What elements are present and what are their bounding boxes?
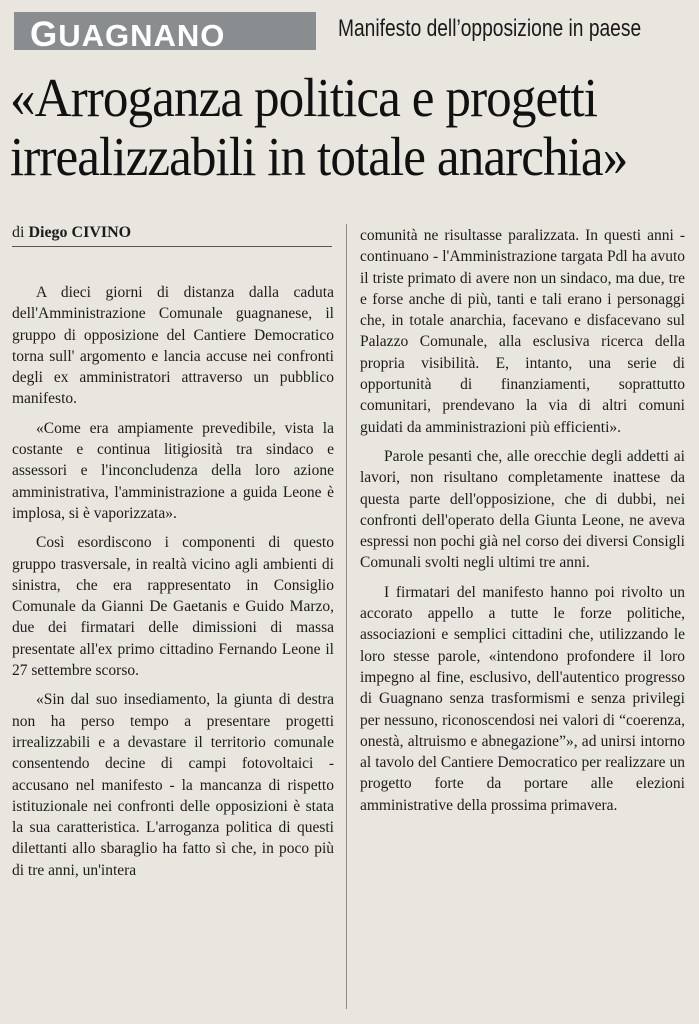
- section-header: [8, 8, 691, 52]
- headline: [10, 68, 652, 186]
- byline-prefix: di: [12, 224, 25, 241]
- paragraph: comunità ne risultasse paralizzata. In questi anni - continuano - l'Amministrazione targata Pdl ha avuto il triste primato di avere non un sindaco, ma due, tre e forse anche di più, tanti e tali erano i personaggi che, in totale anarchia, facevano e disfacevano sul Palazzo Comunale, alla esclusiva ricerca della propria visibilità. E, intanto, una serie di opportunità di finanziamenti, soprattutto comunitari, prendevano la via di altri comuni guidati da amministrazioni più efficienti».: [360, 227, 685, 436]
- paragraph: «Come era ampiamente prevedibile, vista la costante e continua litigiosità tra sindaco e assessori e l'inconcludenza della loro azione amministrativa, l'amministrazione a guida Leone è implosa, si è vaporizzata».: [12, 419, 334, 522]
- location-kicker-initial: G: [30, 15, 59, 54]
- article-column-right: [360, 225, 685, 824]
- paragraph: I firmatari del manifesto hanno poi rivolto un accorato appello a tutte le forze politiche, associazioni e semplici cittadini che, utilizzando le loro stesse parole, «intendono profondere il loro impegno al fine, esclusivo, dell'autentico progresso di Guagnano senza trasformismi e senza privilegi per nessuno, riconoscendosi nei valori di “coerenza, onestà, altruismo e abnegazione”», ad unirsi intorno al tavolo del Cantiere Democratico per realizzare un progetto forte da portare alle elezioni amministrative della prossima primavera.: [360, 583, 685, 814]
- location-kicker: [30, 15, 226, 54]
- byline-author: Diego CIVINO: [28, 224, 132, 241]
- article-column-left: [12, 282, 334, 889]
- headline-line-1: «Arroganza politica e progetti: [10, 67, 598, 128]
- paragraph: Parole pesanti che, alle orecchie degli addetti ai lavori, non risultano completamente inattese da questa parte dell'opposizione, che di dubbi, nei confronti dell'operato della Giunta Leone, ne aveva espressi non pochi già nel corso dei diversi Consigli Comunali svolti negli ultimi tre anni.: [360, 447, 685, 572]
- column-divider: [346, 224, 347, 1009]
- paragraph: Così esordiscono i componenti di questo gruppo trasversale, in realtà vicino agli ambienti di sinistra, che era rappresentato in Consiglio Comunale da Gianni De Gaetanis e Guido Marzo, due dei firmatari delle dimissioni di massa presentate all'ex primo cittadino Fernando Leone il 27 settembre scorso.: [12, 534, 334, 680]
- paragraph: «Sin dal suo insediamento, la giunta di destra non ha perso tempo a presentare progetti irrealizzabili e a devastare il territorio comunale consentendo decine di campi fotovoltaici - accusano nel manifesto - la mancanza di rispetto istituzionale nei confronti delle opposizioni è stata la sua caratteristica. L'arroganza politica di questi dilettanti allo sbaraglio ha fatto sì che, in poco più di tre anni, un'intera: [12, 691, 334, 879]
- section-subtitle: Manifesto dell’opposizione in paese: [338, 15, 642, 42]
- location-kicker-rest: UAGNANO: [58, 18, 226, 53]
- byline: [12, 222, 332, 247]
- headline-line-2: irrealizzabili in totale anarchia»: [10, 126, 628, 187]
- location-kicker-box: [14, 12, 316, 54]
- paragraph: A dieci giorni di distanza dalla caduta dell'Amministrazione Comunale guagnanese, il gruppo di opposizione del Cantiere Democratico torna sull' argomento e lancia accuse nei confronti degli ex amministratori attraverso un pubblico manifesto.: [12, 284, 334, 408]
